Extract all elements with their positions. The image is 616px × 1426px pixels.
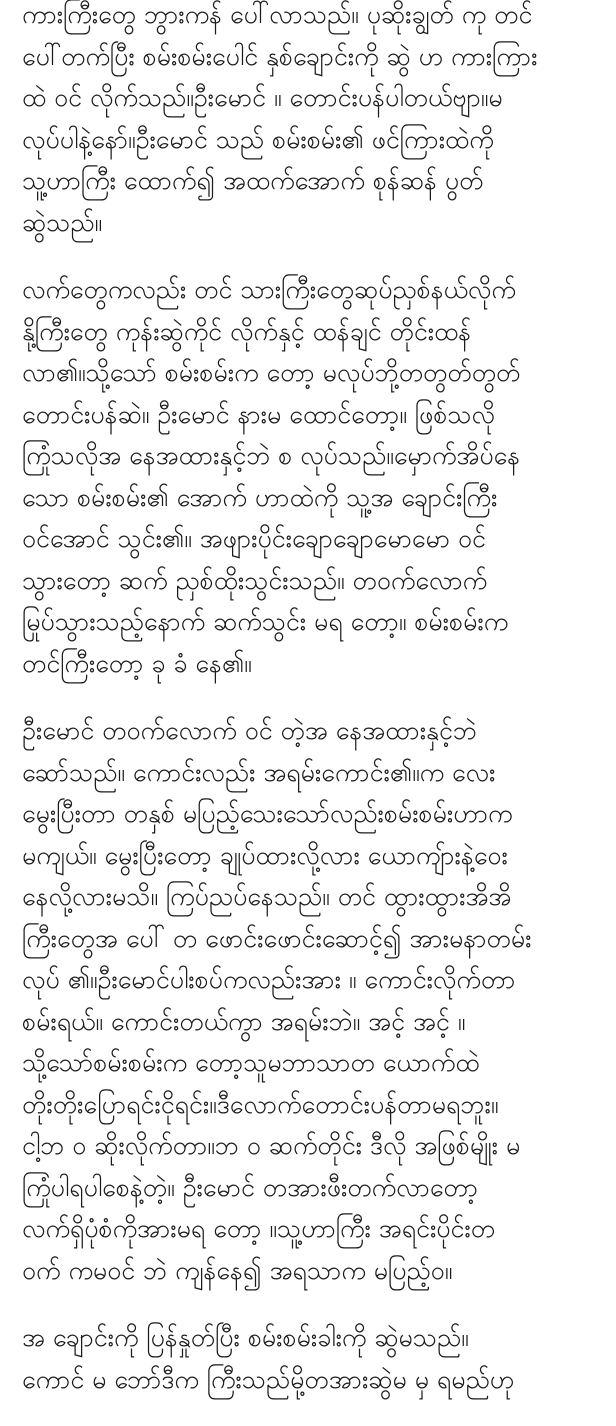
text-line: ထဲ ဝင် လိုက်သည်။ဦးမောင် ။ တောင်းပန်ပါတယ်ဗျာ။မ (22, 83, 503, 112)
text-line: ဆွဲသည်။ (22, 207, 103, 237)
text-line: သူ့ဟာကြီး ထောက်၍ အထက်အောက် စုန်ဆန် ပွတ် (22, 166, 484, 195)
text-line: သွားတော့ ဆက် ညှစ်ထိုးသွင်းသည်။ တဝက်လောက် (22, 565, 488, 595)
text-line: လုပ် ၏။ဦးမောင်ပါးစပ်ကလည်းအား ။ ကောင်းလိုက်တာ (22, 965, 516, 994)
paragraph-2 (22, 269, 598, 684)
text-line: လက်တွေကလည်း တင် သားကြီးတွေဆုပ်ညှစ်နယ်လိုက် (22, 275, 516, 304)
text-line: ဦးမောင် တဝက်လောက် ဝင် တဲ့အ နေအထားနှင့်ဘဲ (22, 716, 477, 745)
text-line: နို့ကြီးတွေ ကုန်းဆွဲကိုင် လိုက်နှင့် ထန်ချင် တိုင်းထန် (22, 316, 472, 346)
text-line: ဝက် ကမဝင် ဘဲ ကျန်နေ၍ အရသာက မပြည့်ဝ။ (22, 1255, 453, 1285)
text-line: မြုပ်သွားသည့်နောက် ဆက်သွင်း မရ တော့။ စမ်းစမ်းက (22, 607, 509, 636)
text-line: မကျယ်။ မွေးပြီးတော့ ချုပ်ထားလို့လား ယောကျ်ားနဲ့ဝေး (22, 840, 508, 870)
text-line: နေလို့လားမသိ။ ကြပ်ညပ်နေသည်။ တင် ထွားထွားအိအိ (22, 882, 512, 911)
text-line: တောင်းပန်ဆဲ။ ဦးမောင် နားမ ထောင်တော့။ ဖြစ်သလို (22, 399, 495, 429)
paragraph-4 (22, 1317, 598, 1400)
text-line: ကြုံပါရပါစေနဲ့တဲ့။ ဦးမောင် တအားဖီးတက်လာတော့ (22, 1172, 479, 1202)
text-line: ကားကြီးတွေ ဘွားကန် ပေါ်လာသည်။ ပုဆိုးချွတ် ကု တင် (22, 0, 533, 29)
text-line: ကောင် မ ဘော်ဒီက ကြီးသည်မို့တအားဆွဲမ မှ ရမည်ဟု (22, 1364, 515, 1394)
text-line: လက်ရှိပုံစံကိုအားမရ တော့ ။သူ့ဟာကြီး အရင်းပိုင်းတ (22, 1214, 496, 1243)
text-line: စမ်းရယ်။ ကောင်းတယ်ကွာ အရမ်းဘဲ။ အင့် အင့် ။ (22, 1006, 466, 1036)
text-line: တိုးတိုးပြောရင်းငိုရင်း။ဒီလောက်တောင်းပန်တာမရဘူး။ (22, 1089, 499, 1119)
text-line: ပေါ်တက်ပြီး စမ်းစမ်းပေါင် နှစ်ချောင်းကို ဆွဲ ဟ ကားကြား (22, 41, 538, 71)
text-line: လုပ်ပါနဲ့နော်။ဦးမောင် သည် စမ်းစမ်း၏ ဖင်ကြားထဲကို (22, 124, 494, 154)
paragraph-3 (22, 710, 598, 1291)
text-line: တင်ကြီးတော့ ခု ခံ နေ၏။ (22, 648, 252, 678)
text-line: သော စမ်းစမ်း၏ အောက် ဟာထဲကို သူ့အ ချောင်းကြီး (22, 482, 498, 512)
text-line: ဝင်အောင် သွင်း၏။ အဖျားပိုင်းချောချောမောမော ဝင် (22, 524, 486, 553)
text-line: သို့သော်စမ်းစမ်းက တော့သူမဘာသာတ ယောက်ထဲ (22, 1048, 480, 1077)
text-line: ဆော်သည်။ ကောင်းလည်း အရမ်းကောင်း၏။က လေး (22, 757, 496, 787)
paragraph-1 (22, 0, 598, 243)
text-line: ကြုံသလိုအ နေအထားနှင့်ဘဲ စ လုပ်သည်။မှောက်အိပ်နေ (22, 441, 521, 470)
text-line: ငါ့ဘ ဝ ဆိုးလိုက်တာ။ဘ ဝ ဆက်တိုင်း ဒီလို အဖြစ်မျိုး မ (22, 1131, 521, 1160)
text-line: လာ၏။သို့သော် စမ်းစမ်းက တော့ မလုပ်ဘို့တတွတ်တွတ် (22, 358, 521, 387)
text-line: အ ချောင်းကို ပြန်နှုတ်ပြီး စမ်းစမ်းခါးကို ဆွဲမသည်။ (22, 1323, 469, 1352)
text-line: မွေးပြီးတာ တနှစ် မပြည့်သေးသော်လည်းစမ်းစမ်းဟာက (22, 799, 513, 828)
text-line: ကြီးတွေအ ပေါ် တ ဖောင်းဖောင်းဆောင့်၍ အားမနာတမ်း (22, 923, 532, 953)
